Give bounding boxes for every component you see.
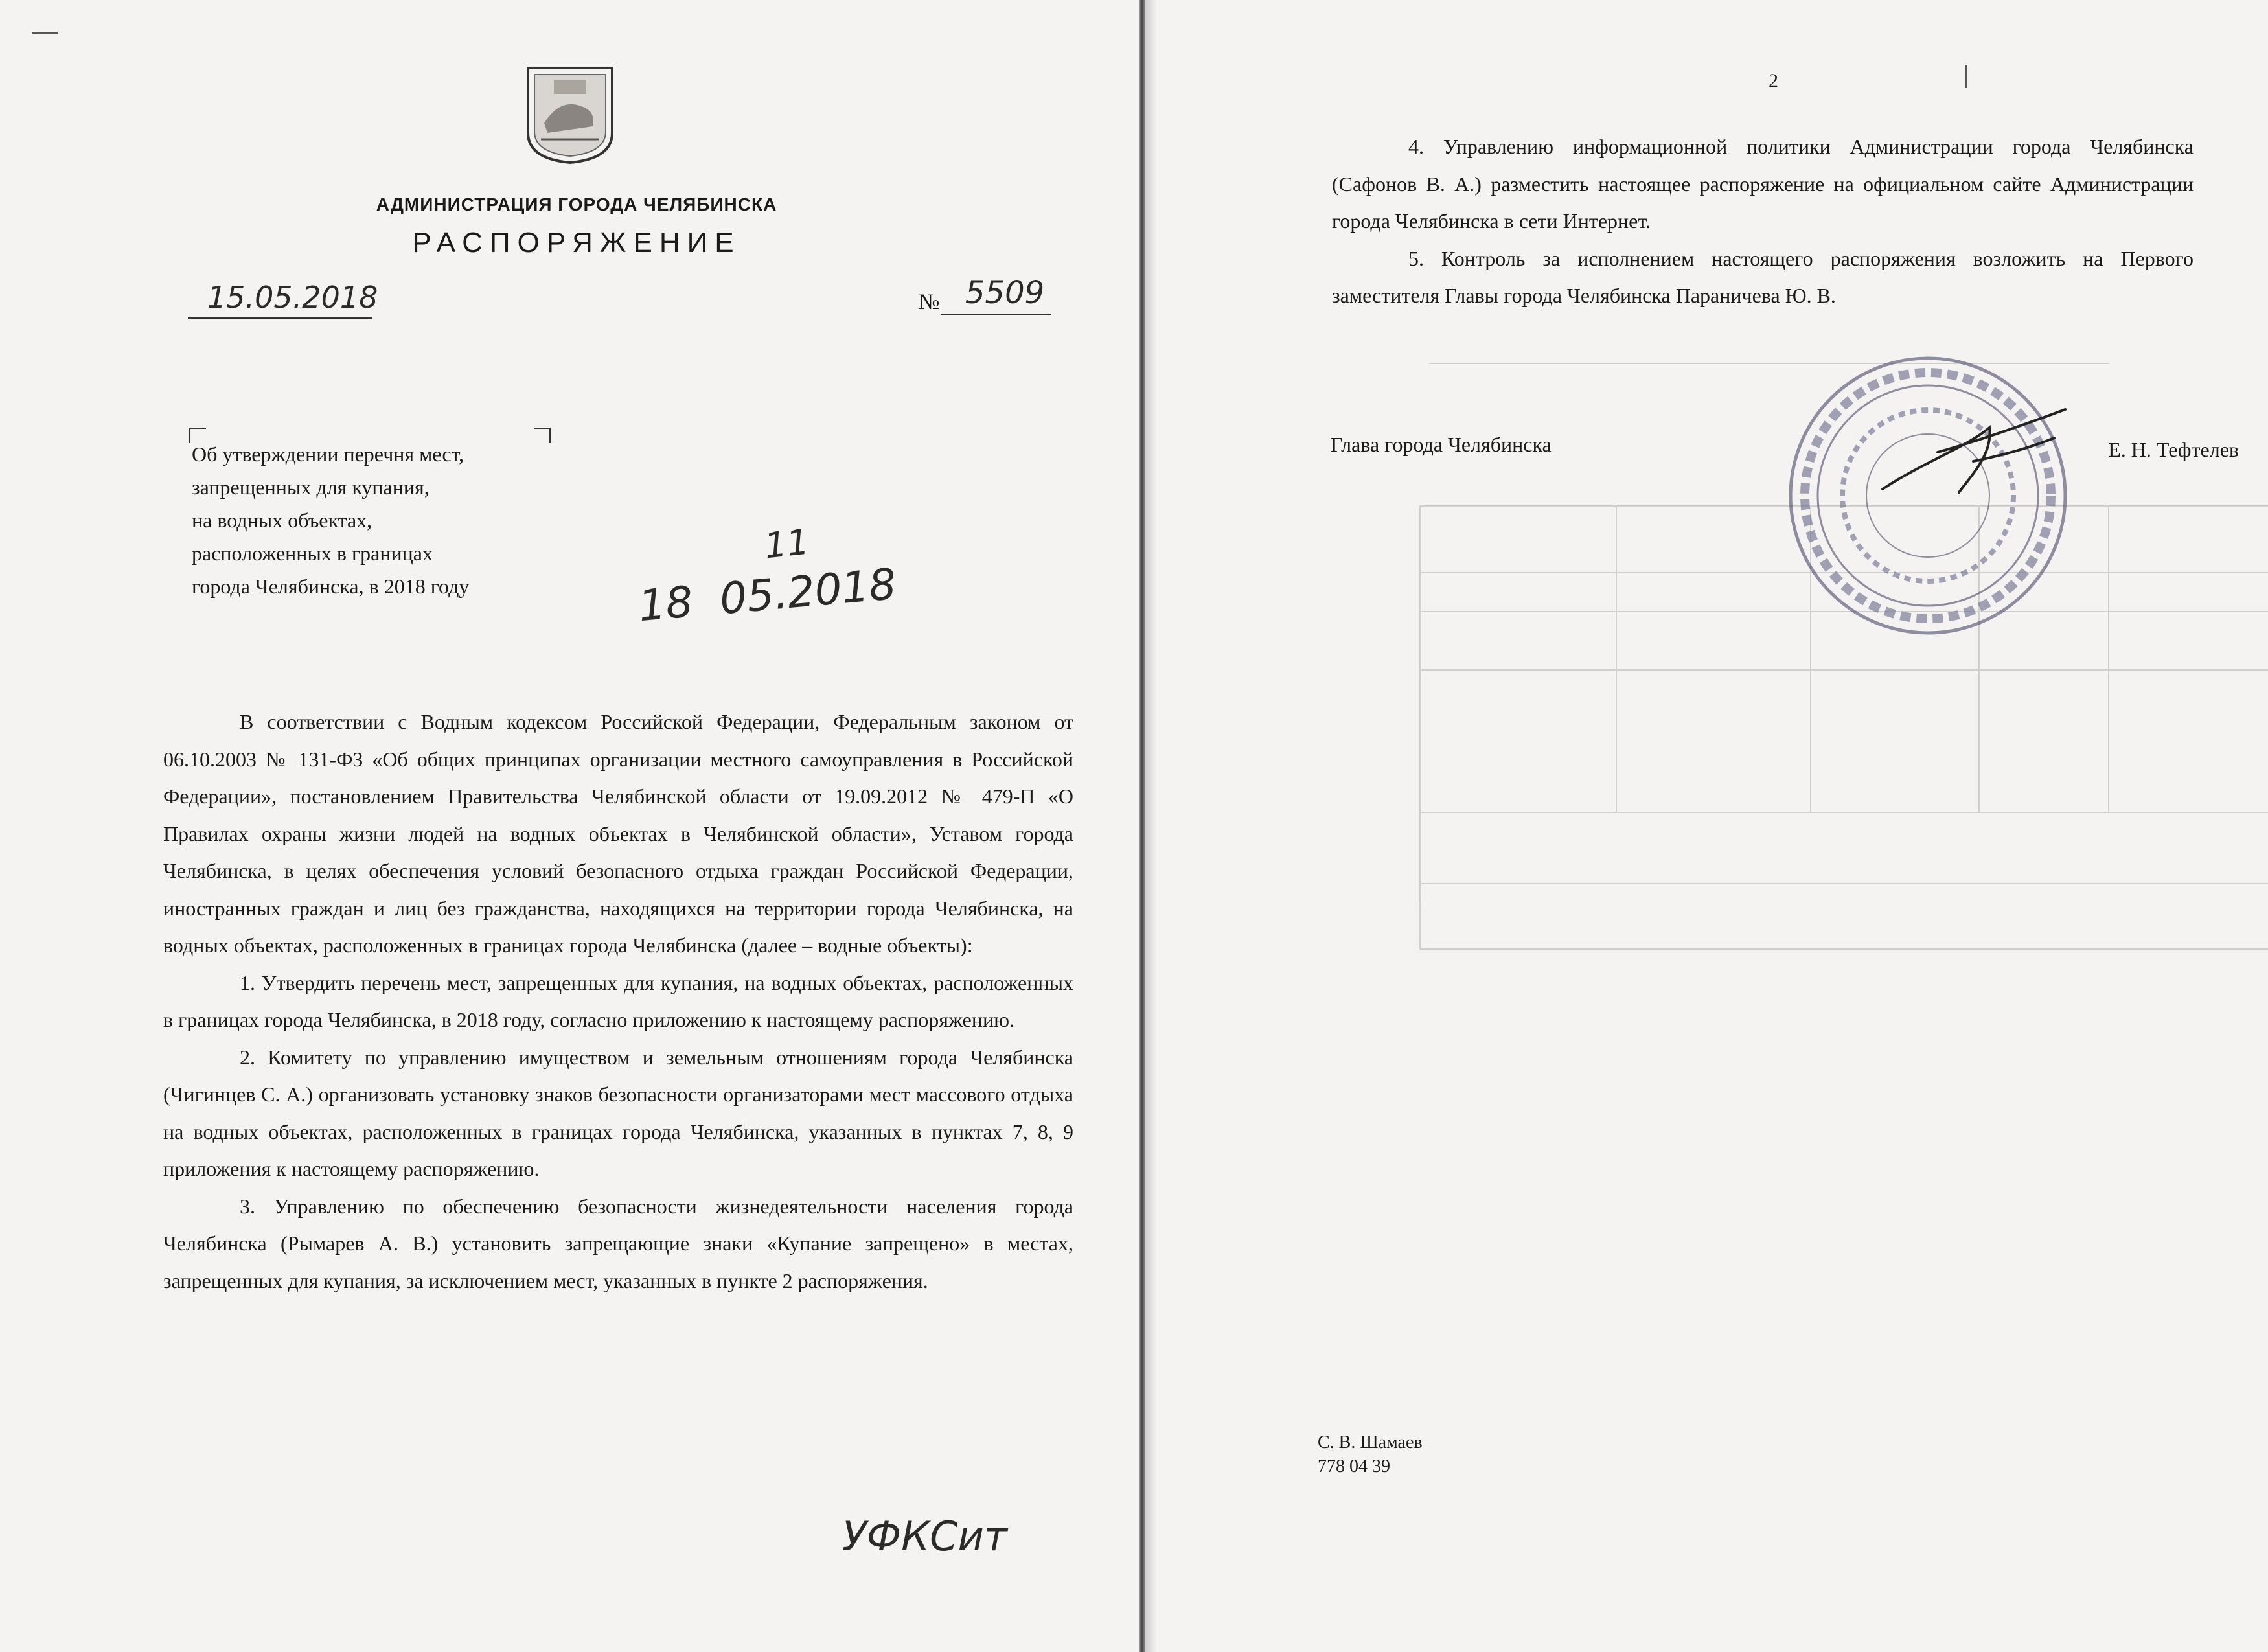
signer-name: Е. Н. Тефтелев: [2108, 438, 2239, 461]
executor-name: С. В. Шамаев: [1318, 1432, 1423, 1452]
handwritten-mark: 11: [762, 521, 811, 567]
subject-bracket-right: [534, 428, 551, 443]
date-underline: [188, 317, 372, 319]
scan-mark: [32, 32, 58, 34]
handwritten-doc-number: 5509: [965, 275, 1045, 311]
subject-line: города Челябинска, в 2018 году: [192, 575, 470, 598]
handwritten-doc-date: 15.05.2018: [207, 280, 378, 315]
paragraph-item-2: 2. Комитету по управлению имуществом и земельным отношениям города Челябинска (Чигинцев С. А.) организовать установку знаков безопасности организаторами мест массового отдыха на водных объектах, расположенных в границах города Челябинска, указанных в пунктах 7, 8, 9 приложения к настоящему распоряжению.: [163, 1045, 1073, 1180]
book-fold: [1139, 0, 1145, 1652]
paragraph-preamble: В соответствии с Водным кодексом Российской Федерации, Федеральным законом от 06.10.2003 № 131-ФЗ «Об общих принципах организации местного самоуправления в Российской Федерации», постановлением Правительства Челябинской области от 19.09.2012 № 479-П «О Правилах охраны жизни людей на водных объектах в Челябинской области», Уставом города Челябинска, в целях обеспечения условий безопасного отдыха граждан Российской Федерации, иностранных граждан и лиц без гражданства, находящихся на территории города Челябинска, на водных объектах, расположенных в границах города Челябинска (далее – водные объекты):: [163, 710, 1073, 957]
executor-phone: 778 04 39: [1318, 1456, 1390, 1476]
subject-line: расположенных в границах: [192, 542, 433, 565]
subject-line: запрещенных для купания,: [192, 476, 430, 499]
paragraph-item-1: 1. Утвердить перечень мест, запрещенных для купания, на водных объектах, расположенных в границах города Челябинска, в 2018 году, согласно приложению к настоящему распоряжению.: [163, 970, 1073, 1031]
handwritten-registration-date: 18 05.2018: [636, 558, 899, 632]
subject-line: Об утверждении перечня мест,: [192, 442, 464, 466]
subject-block: [192, 438, 469, 603]
coat-of-arms-emblem: [521, 62, 619, 165]
right-body-text: [1332, 128, 2194, 315]
paragraph-item-5: 5. Контроль за исполнением настоящего распоряжения возложить на Первого заместителя Главы города Челябинска Параничева Ю. В.: [1332, 246, 2194, 307]
bottom-handwritten-note: УФКСит: [842, 1513, 1007, 1560]
handwritten-signature: [1876, 402, 2070, 499]
paragraph-item-3: 3. Управлению по обеспечению безопасности жизнедеятельности населения города Челябинска (Рымарев А. В.) установить запрещающие знаки «Купание запрещено» в местах, запрещенных для купания, за исключением мест, указанных в пункте 2 распоряжения.: [163, 1194, 1073, 1292]
fold-shadow: [1145, 0, 1157, 1652]
paragraph-item-4: 4. Управлению информационной политики Администрации города Челябинска (Сафонов В. А.) разместить настоящее распоряжение на официальном сайте Администрации города Челябинска в сети Интернет.: [1332, 135, 2194, 233]
left-body-text: [163, 704, 1073, 1300]
administration-title: АДМИНИСТРАЦИЯ ГОРОДА ЧЕЛЯБИНСКА: [376, 194, 777, 214]
scan-mark: [1965, 65, 1967, 88]
subject-line: на водных объектах,: [192, 509, 372, 532]
number-underline: [941, 314, 1051, 315]
executor-block: [1318, 1430, 1423, 1478]
signer-title: Глава города Челябинска: [1331, 433, 1552, 456]
document-type: РАСПОРЯЖЕНИЕ: [412, 227, 741, 258]
right-page: [1157, 0, 2268, 1652]
page-number: 2: [1769, 70, 1778, 91]
number-sign: №: [919, 290, 940, 314]
